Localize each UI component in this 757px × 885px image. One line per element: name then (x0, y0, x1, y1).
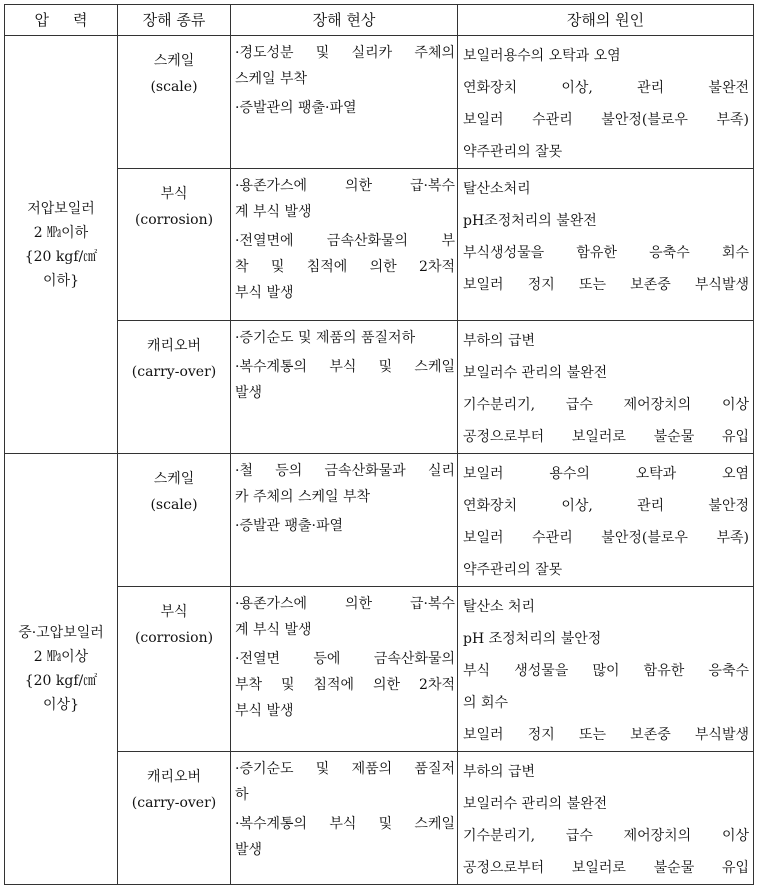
pressure-line: 2 ㎫이하 (33, 224, 89, 241)
failure-type-cell (118, 36, 231, 169)
failure-type-line: (carry-over) (131, 364, 217, 380)
symptom-cell (231, 36, 458, 169)
symptom-line: ·용존가스에 의한 급·복수 (235, 596, 455, 612)
cause-line: 부식생성물을 함유한 응축수 회수 (463, 245, 749, 261)
cause-line: 보일러 수관리 불안정(블로우 부족) (463, 530, 749, 546)
cause-line: 부하의 급변 (463, 764, 536, 780)
cause-line: pH 조정처리의 불안정 (463, 631, 602, 647)
cause-line: 보일러수 관리의 불완전 (463, 796, 608, 812)
symptom-line: 계 부식 발생 (235, 204, 312, 220)
cause-cell (458, 169, 754, 321)
failure-type-line: (corrosion) (134, 212, 214, 228)
failure-type-line: 스케일 (153, 471, 195, 487)
failure-type-line: (scale) (150, 79, 198, 95)
symptom-line: ·증발관 팽출·파열 (235, 518, 344, 534)
symptom-cell (231, 169, 458, 321)
failure-type-cell (118, 454, 231, 587)
symptom-line: ·복수계통의 부식 및 스케일 (235, 359, 455, 375)
failure-type-line: 부식 (160, 186, 188, 202)
failure-type-line: (scale) (150, 497, 198, 513)
cause-line: 공정으로부터 보일러로 불순물 유입 (463, 860, 749, 876)
failure-type-cell (118, 169, 231, 321)
symptom-line: 발생 (235, 842, 263, 858)
cause-cell (458, 321, 754, 454)
symptom-cell (231, 752, 458, 885)
symptom-line: 카 주체의 스케일 부착 (235, 489, 371, 505)
pressure-line: 이상} (43, 697, 79, 713)
cause-line: 보일러 수관리 불안정(블로우 부족) (463, 112, 749, 128)
cause-line: 부식 생성물을 많이 함유한 응축수 (463, 663, 749, 679)
failure-type-line: 캐리오버 (146, 338, 202, 354)
cause-line: 보일러수 관리의 불완전 (463, 365, 608, 381)
cause-line: 탈산소 처리 (463, 599, 536, 615)
pressure-cell (5, 454, 118, 885)
pressure-cell (5, 36, 118, 454)
boiler-failure-table (4, 4, 754, 885)
cause-cell (458, 752, 754, 885)
header-symptom: 장해 현상 (231, 5, 458, 36)
failure-type-cell (118, 587, 231, 752)
cause-line: 공정으로부터 보일러로 불순물 유입 (463, 429, 749, 445)
symptom-cell (231, 587, 458, 752)
table-row (5, 587, 754, 752)
symptom-line: ·전열면에 금속산화물의 부 (235, 233, 455, 249)
symptom-cell (231, 321, 458, 454)
pressure-line: 중·고압보일러 (18, 625, 104, 641)
symptom-line: 하 (235, 787, 249, 803)
cause-line: 기수분리기, 급수 제어장치의 이상 (463, 397, 749, 413)
table-row (5, 454, 754, 587)
cause-cell (458, 454, 754, 587)
failure-type-line: (corrosion) (134, 630, 214, 646)
header-row (5, 5, 754, 36)
symptom-line: ·용존가스에 의한 급·복수 (235, 178, 455, 194)
pressure-line: 저압보일러 (27, 200, 95, 217)
symptom-cell (231, 454, 458, 587)
cause-line: 의 회수 (463, 695, 509, 711)
table-row (5, 752, 754, 885)
cause-line: 기수분리기, 급수 제어장치의 이상 (463, 828, 749, 844)
symptom-line: 계 부식 발생 (235, 622, 312, 638)
symptom-line: ·증발관의 팽출·파열 (235, 100, 357, 116)
cause-line: 약주관리의 잘못 (463, 562, 563, 578)
pressure-line: 이하} (43, 272, 79, 289)
table-row (5, 169, 754, 321)
failure-type-line: (carry-over) (131, 795, 217, 811)
failure-type-line: 부식 (160, 604, 188, 620)
symptom-line: 스케일 부착 (235, 71, 308, 87)
pressure-line: {20 kgf/㎠ (24, 673, 98, 689)
cause-cell (458, 36, 754, 169)
pressure-line: {20 kgf/㎠ (24, 248, 98, 265)
symptom-line: 착 및 침적에 의한 2차적 (235, 259, 455, 275)
symptom-line: ·경도성분 및 실리카 주체의 (235, 45, 455, 61)
cause-line: 연화장치 이상, 관리 불완전 (463, 80, 749, 96)
cause-line: 보일러용수의 오탁과 오염 (463, 48, 621, 64)
header-cause: 장해의 원인 (458, 5, 754, 36)
failure-type-cell (118, 321, 231, 454)
cause-line: 보일러 정지 또는 보존중 부식발생 (463, 727, 749, 743)
symptom-line: 부식 발생 (235, 285, 294, 301)
cause-line: 부하의 급변 (463, 333, 536, 349)
symptom-line: ·전열면 등에 금속산화물의 (235, 651, 455, 667)
cause-cell (458, 587, 754, 752)
header-type: 장해 종류 (118, 5, 231, 36)
pressure-line: 2 ㎫이상 (33, 649, 89, 665)
cause-line: 보일러 정지 또는 보존중 부식발생 (463, 277, 749, 293)
cause-line: 탈산소처리 (463, 181, 531, 197)
symptom-line: ·증기순도 및 제품의 품질저 (235, 761, 455, 777)
cause-line: pH조정처리의 불완전 (463, 213, 597, 229)
header-pressure: 압력 (5, 5, 118, 36)
cause-line: 약주관리의 잘못 (463, 144, 563, 160)
symptom-line: 부착 및 침적에 의한 2차적 (235, 677, 455, 693)
symptom-line: 발생 (235, 385, 263, 401)
failure-type-cell (118, 752, 231, 885)
cause-line: 보일러 용수의 오탁과 오염 (463, 466, 749, 482)
failure-type-line: 스케일 (153, 53, 195, 69)
table-row (5, 36, 754, 169)
cause-line: 연화장치 이상, 관리 불안정 (463, 498, 749, 514)
symptom-line: ·철 등의 금속산화물과 실리 (235, 463, 455, 479)
symptom-line: ·복수계통의 부식 및 스케일 (235, 816, 455, 832)
symptom-line: 부식 발생 (235, 703, 294, 719)
failure-type-line: 캐리오버 (146, 769, 202, 785)
symptom-line: ·증기순도 및 제품의 품질저하 (235, 330, 416, 346)
table-row (5, 321, 754, 454)
